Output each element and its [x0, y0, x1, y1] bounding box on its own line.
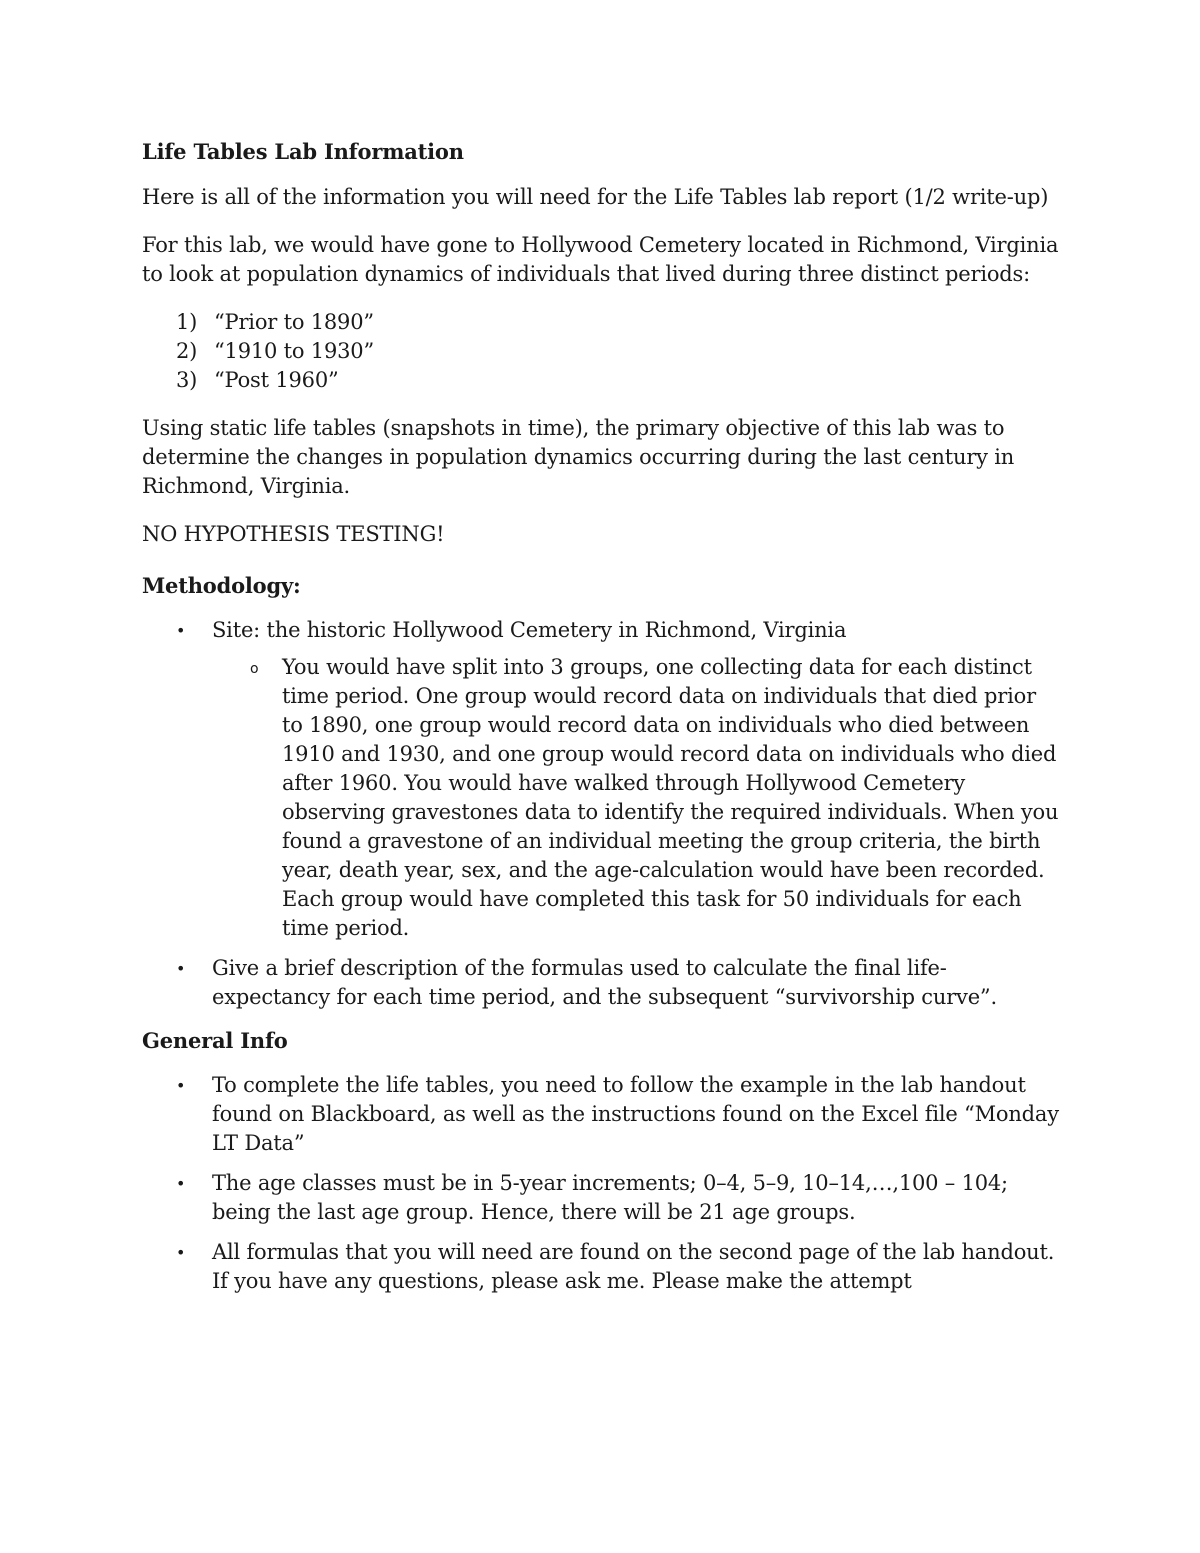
- methodology-formulas-text: Give a brief description of the formulas used to calculate the final life-expectancy for each time period, and the subsequent “survivorship curve”.: [212, 956, 997, 1009]
- methodology-site-text: Site: the historic Hollywood Cemetery in Richmond, Virginia: [212, 618, 847, 642]
- general-info-text: All formulas that you will need are found on the second page of the lab handout. If you have any questions, please ask me. Please make the attempt: [212, 1240, 1055, 1293]
- bullet-icon: •: [176, 621, 186, 640]
- context-paragraph: For this lab, we would have gone to Hollywood Cemetery located in Richmond, Virginia to look at population dynamics of individuals that lived during three distinct periods:: [142, 233, 1059, 286]
- objective-paragraph: Using static life tables (snapshots in time), the primary objective of this lab was to determine the changes in population dynamics occurring during the last century in Richmond, Virginia.: [142, 416, 1015, 498]
- general-info-heading: General Info: [142, 1028, 288, 1053]
- general-info-text: The age classes must be in 5-year increments; 0–4, 5–9, 10–14,…,100 – 104; being the last age group. Hence, there will be 21 age groups.: [212, 1171, 1008, 1224]
- period-item: [142, 308, 1062, 337]
- intro-paragraph: Here is all of the information you will need for the Life Tables lab report (1/2 write-up): [142, 185, 1049, 209]
- document-page: [142, 134, 1062, 1307]
- methodology-heading: Methodology:: [142, 573, 301, 598]
- no-hypothesis-note: NO HYPOTHESIS TESTING!: [142, 522, 445, 546]
- methodology-list: [142, 616, 1062, 1012]
- general-info-text: To complete the life tables, you need to follow the example in the lab handout found on Blackboard, as well as the instructions found on the Excel file “Monday LT Data”: [212, 1073, 1059, 1155]
- methodology-item-formulas: [142, 954, 1062, 1012]
- general-info-item: [142, 1071, 1062, 1158]
- period-number: 3): [176, 368, 198, 392]
- sub-bullet-icon: o: [250, 661, 259, 677]
- period-number: 2): [176, 339, 198, 363]
- methodology-groups-text: You would have split into 3 groups, one collecting data for each distinct time period. One group would record data on individuals that died prior to 1890, one group would record data on individuals who died between 1910 and 1930, and one group would record data on individuals who died after 1960. You would have walked through Hollywood Cemetery observing gravestones data to identify the required individuals. When you found a gravestone of an individual meeting the group criteria, the birth year, death year, sex, and the age-calculation would have been recorded. Each group would have completed this task for 50 individuals for each time period.: [282, 655, 1059, 940]
- general-info-item: [142, 1169, 1062, 1227]
- bullet-icon: •: [176, 959, 186, 978]
- methodology-item-site: [142, 616, 1062, 943]
- bullet-icon: •: [176, 1174, 186, 1193]
- period-item: [142, 366, 1062, 395]
- general-info-list: [142, 1071, 1062, 1296]
- periods-list: [142, 308, 1062, 395]
- methodology-sub-item: [212, 653, 1062, 943]
- document-title: Life Tables Lab Information: [142, 139, 464, 164]
- methodology-sub-list: [212, 653, 1062, 943]
- period-number: 1): [176, 310, 198, 334]
- bullet-icon: •: [176, 1243, 186, 1262]
- period-text: “1910 to 1930”: [214, 339, 374, 363]
- period-text: “Post 1960”: [214, 368, 339, 392]
- general-info-item: [142, 1238, 1062, 1296]
- period-text: “Prior to 1890”: [214, 310, 374, 334]
- period-item: [142, 337, 1062, 366]
- bullet-icon: •: [176, 1076, 186, 1095]
